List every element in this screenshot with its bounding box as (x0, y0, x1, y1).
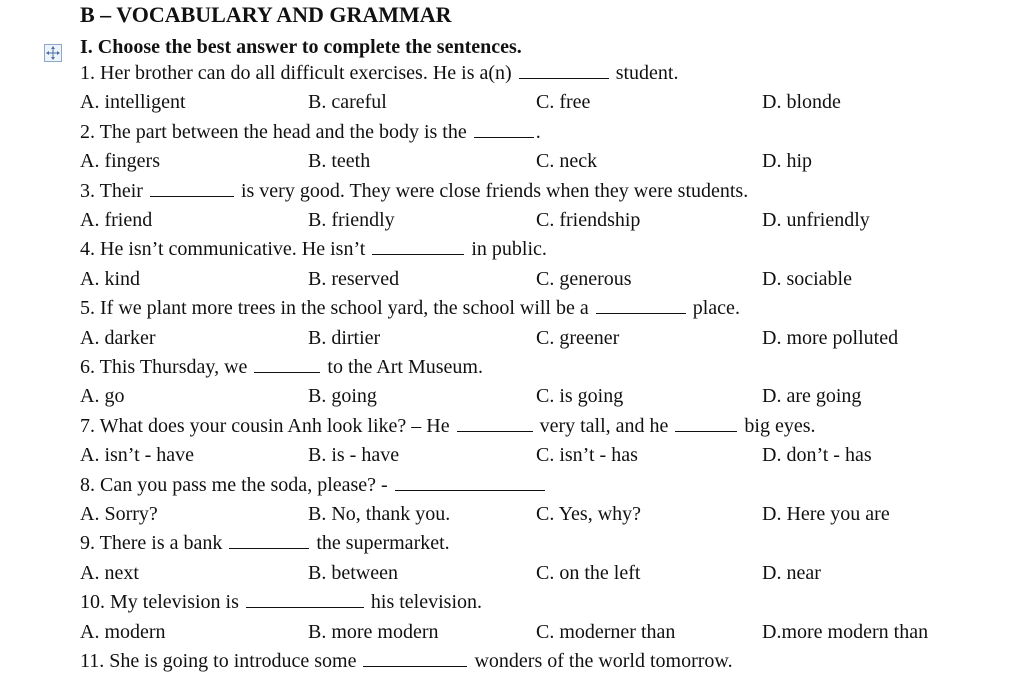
answer-option-b: B. friendly (308, 209, 395, 231)
answer-option-a: A. kind (80, 267, 140, 290)
question-text (80, 238, 547, 261)
question-row (0, 62, 1024, 91)
answer-option-a: A. next (80, 561, 139, 584)
answer-option-d: D. hip (762, 150, 812, 173)
answer-option-d: D.more modern than (762, 620, 929, 643)
answer-blank (246, 591, 364, 608)
answer-blank (229, 532, 309, 549)
answer-option-a: A. darker (80, 326, 156, 349)
answer-option-b: B. going (308, 385, 377, 408)
question-text-part: student. (610, 62, 679, 84)
answer-option-b: B. dirtier (308, 326, 381, 349)
question-text (80, 650, 733, 673)
answer-option-c: C. neck (536, 150, 598, 173)
question-text (80, 121, 541, 144)
answer-blank (254, 356, 320, 373)
options-row (0, 503, 1024, 532)
section-title: B – VOCABULARY AND GRAMMAR (80, 2, 452, 27)
answer-option-c: C. isn’t - has (536, 444, 638, 467)
answer-blank (372, 238, 464, 255)
options-row (0, 91, 1024, 120)
answer-option-c: C. is going (536, 385, 624, 408)
answer-option-c: C. Yes, why? (536, 503, 642, 525)
question-text (80, 62, 678, 85)
answer-option-a: A. modern (80, 620, 166, 643)
question-text (80, 591, 482, 614)
table-move-handle-icon[interactable] (44, 44, 62, 62)
options-row (0, 444, 1024, 473)
answer-option-a: A. fingers (80, 150, 160, 173)
answer-option-c: C. generous (536, 267, 632, 290)
question-text-part: 8. Can you pass me the soda, please? - (80, 473, 393, 496)
question-row (0, 121, 1024, 150)
question-text-part: to the Art Museum. (322, 356, 483, 378)
question-row (0, 415, 1024, 444)
options-row (0, 621, 1024, 650)
question-text (80, 297, 740, 320)
answer-blank (519, 62, 609, 79)
answer-option-b: B. teeth (308, 150, 371, 173)
answer-option-c: C. greener (536, 326, 620, 349)
question-text-part: very tall, and he (534, 414, 674, 437)
answer-option-b: B. more modern (308, 620, 439, 643)
question-text-part: 3. Their (80, 179, 148, 202)
answer-option-c: C. friendship (536, 209, 641, 231)
answer-option-c: C. on the left (536, 561, 641, 584)
question-text-part: his television. (365, 591, 482, 614)
answer-option-a: A. Sorry? (80, 503, 158, 525)
answer-option-b: B. reserved (308, 267, 400, 290)
answer-option-d: D. sociable (762, 267, 852, 290)
options-row (0, 385, 1024, 414)
question-text-part: 11. She is going to introduce some (80, 650, 362, 672)
question-text-part: 9. There is a bank (80, 532, 228, 555)
answer-blank (363, 650, 467, 667)
options-row (0, 562, 1024, 591)
question-text-part: place. (687, 297, 740, 320)
question-row (0, 180, 1024, 209)
answer-option-b: B. No, thank you. (308, 503, 451, 525)
question-text-part: . (535, 120, 541, 143)
answer-option-d: D. are going (762, 385, 862, 408)
answer-blank (150, 180, 234, 197)
question-row (0, 356, 1024, 385)
options-row (0, 150, 1024, 179)
question-text-part: 1. Her brother can do all difficult exercises. He is a(n) (80, 62, 517, 84)
question-text-part: 6. This Thursday, we (80, 356, 253, 378)
question-row (0, 650, 1024, 678)
answer-blank (457, 415, 533, 432)
question-text-part: 7. What does your cousin Anh look like? – He (80, 414, 455, 437)
question-text-part: is very good. They were close friends when they were students. (235, 179, 749, 202)
answer-blank (474, 121, 534, 138)
answer-option-d: D. don’t - has (762, 444, 872, 467)
question-text (80, 474, 547, 497)
answer-option-a: A. intelligent (80, 91, 186, 114)
answer-option-c: C. moderner than (536, 620, 676, 643)
answer-blank (395, 474, 545, 491)
question-text (80, 532, 450, 555)
answer-option-a: A. friend (80, 209, 153, 231)
answer-option-d: D. unfriendly (762, 209, 870, 231)
question-row (0, 591, 1024, 620)
answer-option-b: B. careful (308, 91, 387, 114)
answer-option-d: D. more polluted (762, 326, 899, 349)
question-text (80, 180, 748, 203)
answer-option-b: B. is - have (308, 444, 400, 467)
answer-option-d: D. blonde (762, 91, 841, 114)
question-row (0, 238, 1024, 267)
options-row (0, 209, 1024, 238)
question-text-part: big eyes. (739, 414, 816, 437)
question-text-part: 4. He isn’t communicative. He isn’t (80, 238, 371, 261)
answer-blank (675, 415, 737, 432)
question-text-part: 2. The part between the head and the body is the (80, 120, 472, 143)
question-text-part: in public. (466, 238, 547, 261)
question-row (0, 532, 1024, 561)
answer-option-d: D. Here you are (762, 503, 890, 525)
answer-option-b: B. between (308, 561, 398, 584)
answer-option-a: A. go (80, 385, 125, 408)
options-row (0, 327, 1024, 356)
question-text-part: 10. My television is (80, 591, 244, 614)
answer-option-a: A. isn’t - have (80, 444, 195, 467)
question-text (80, 356, 483, 379)
question-text-part: 5. If we plant more trees in the school yard, the school will be a (80, 297, 594, 320)
answer-option-d: D. near (762, 561, 821, 584)
answer-option-c: C. free (536, 91, 591, 114)
question-text (80, 415, 816, 438)
options-row (0, 268, 1024, 297)
question-text-part: wonders of the world tomorrow. (469, 650, 733, 672)
question-text-part: the supermarket. (311, 532, 450, 555)
question-row (0, 297, 1024, 326)
question-row (0, 474, 1024, 503)
exercise-instruction: I. Choose the best answer to complete the sentences. (80, 36, 522, 58)
answer-blank (596, 297, 686, 314)
